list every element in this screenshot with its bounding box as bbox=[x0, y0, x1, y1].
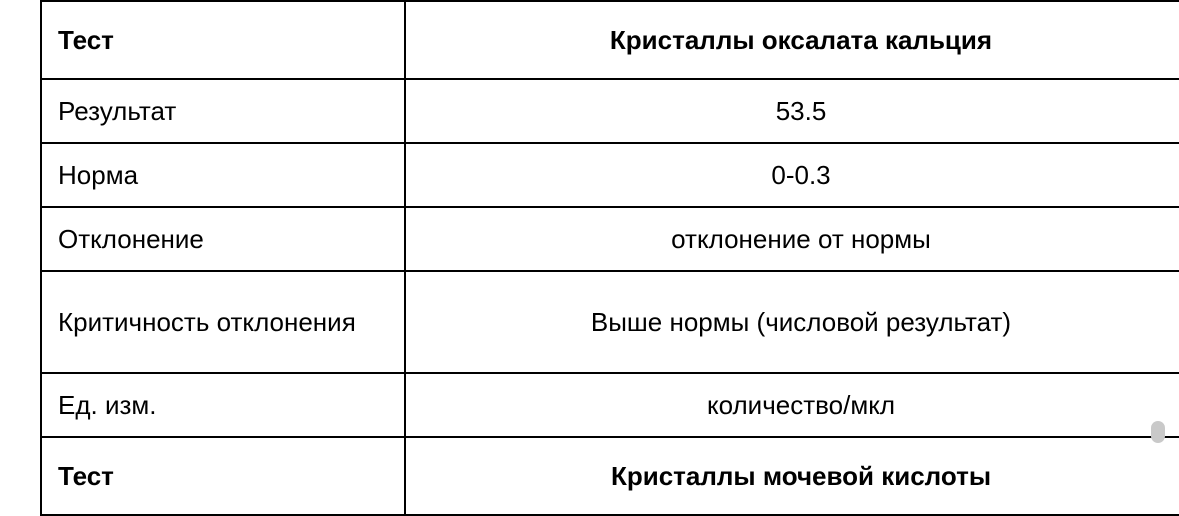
lab-results-table-container bbox=[40, 0, 1132, 516]
table-cell-value: Кристаллы оксалата кальция bbox=[405, 1, 1179, 79]
table-cell-value: Выше нормы (числовой результат) bbox=[405, 271, 1179, 373]
lab-results-table bbox=[40, 0, 1179, 516]
table-cell-label: Результат bbox=[41, 79, 405, 143]
table-cell-value: отклонение от нормы bbox=[405, 207, 1179, 271]
table-cell-value: Кристаллы мочевой кислоты bbox=[405, 437, 1179, 515]
table-row bbox=[41, 1, 1179, 79]
table-cell-label: Тест bbox=[41, 437, 405, 515]
table-row bbox=[41, 207, 1179, 271]
table-cell-label: Ед. изм. bbox=[41, 373, 405, 437]
table-cell-value: 53.5 bbox=[405, 79, 1179, 143]
table-cell-label: Отклонение bbox=[41, 207, 405, 271]
table-cell-label: Критичность отклонения bbox=[41, 271, 405, 373]
table-cell-value: 0-0.3 bbox=[405, 143, 1179, 207]
table-cell-label: Тест bbox=[41, 1, 405, 79]
table-row bbox=[41, 437, 1179, 515]
table-row bbox=[41, 79, 1179, 143]
table-cell-value: количество/мкл bbox=[405, 373, 1179, 437]
table-row bbox=[41, 271, 1179, 373]
table-row bbox=[41, 373, 1179, 437]
table-cell-label: Норма bbox=[41, 143, 405, 207]
table-row bbox=[41, 143, 1179, 207]
scrollbar-thumb[interactable] bbox=[1151, 421, 1165, 443]
